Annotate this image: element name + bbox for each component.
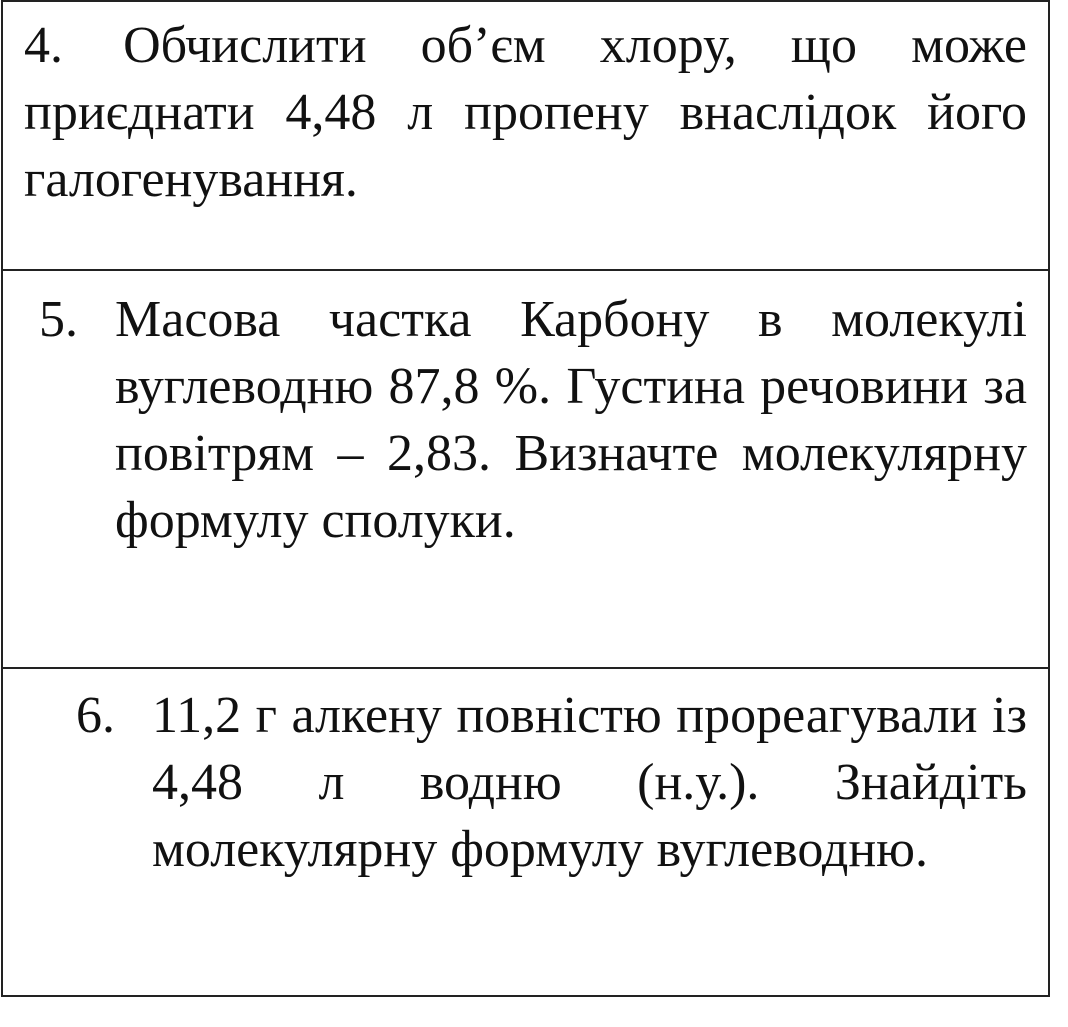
tasks-table (1, 0, 1050, 997)
task-number: 5. (39, 291, 78, 348)
task-text: 11,2 г алкену повністю прореагували із 4,48 л водню (н.у.). Знайдіть молекулярну формулу вуглеводню. (152, 687, 1027, 878)
task-row-4 (3, 2, 1048, 271)
task-text: Обчислити об’єм хлору, що може приєднати 4,48 л пропену внаслідок його галогенування. (24, 17, 1027, 208)
task-number: 6. (76, 687, 115, 744)
task-text: Масова частка Карбону в молекулі вуглеводню 87,8 %. Густина речовини за повітрям – 2,83. Визначте молекулярну формулу сполуки. (115, 291, 1027, 549)
task-4 (24, 12, 1027, 213)
task-6 (76, 682, 1027, 883)
task-row-5 (3, 271, 1048, 669)
task-row-6 (3, 669, 1048, 997)
task-5 (39, 286, 1027, 554)
task-number: 4. (24, 17, 63, 74)
